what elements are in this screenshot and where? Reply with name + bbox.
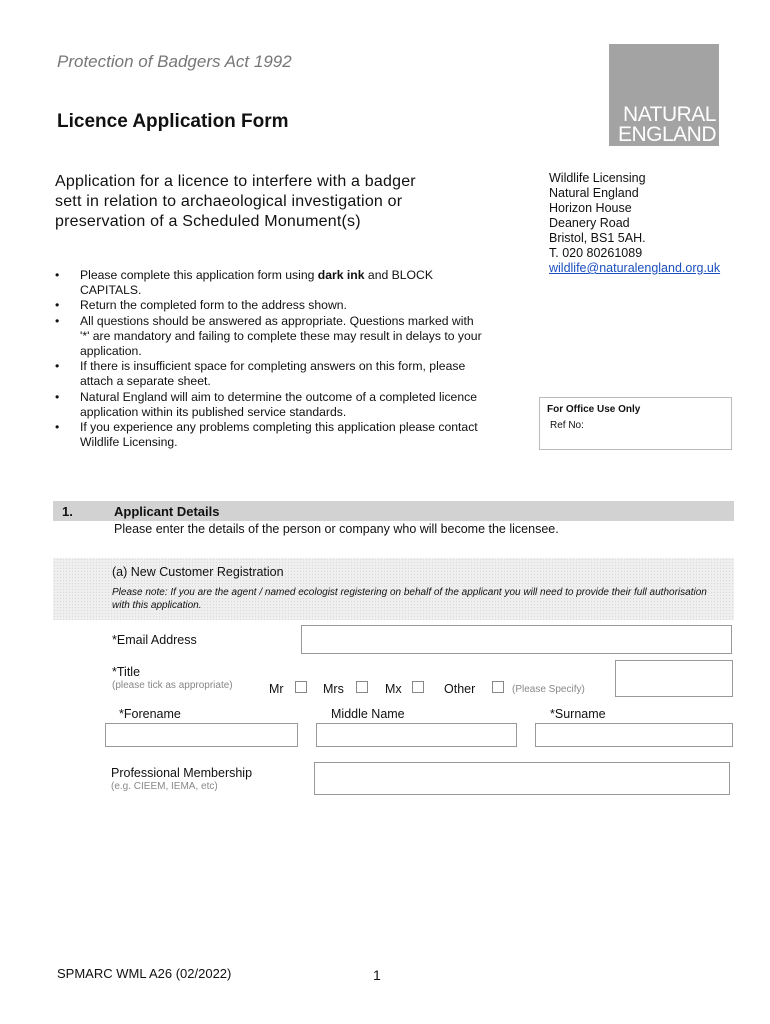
title-mrs-checkbox[interactable] bbox=[356, 681, 368, 693]
title-option-mrs-label: Mrs bbox=[323, 682, 344, 696]
title-mr-checkbox[interactable] bbox=[295, 681, 307, 693]
subtitle-line: preservation of a Scheduled Monument(s) bbox=[55, 213, 361, 230]
title-specify-hint: (Please Specify) bbox=[512, 684, 585, 695]
instructions-list bbox=[55, 268, 485, 450]
office-use-box bbox=[539, 397, 732, 450]
title-other-checkbox[interactable] bbox=[492, 681, 504, 693]
instruction-item: • All questions should be answered as appropriate. Questions marked with '*' are mandatory and failing to complete these may result in delays to your application. bbox=[55, 314, 485, 360]
title-option-other-label: Other bbox=[444, 682, 476, 696]
section-title: Applicant Details bbox=[114, 504, 220, 519]
address-line: Bristol, BS1 5AH. bbox=[549, 231, 646, 245]
instruction-item: • If there is insufficient space for completing answers on this form, please attach a separate sheet. bbox=[55, 359, 485, 389]
logo-line-2: ENGLAND bbox=[617, 123, 716, 146]
forename-label: *Forename bbox=[119, 707, 181, 721]
logo-line-1: NATURAL bbox=[623, 103, 716, 126]
natural-england-logo bbox=[609, 44, 719, 146]
subtitle-line: Application for a licence to interfere with a badger bbox=[55, 173, 416, 190]
registration-title: (a) New Customer Registration bbox=[112, 565, 284, 579]
middle-name-label: Middle Name bbox=[331, 707, 405, 721]
address-line: Natural England bbox=[549, 186, 639, 200]
instruction-item bbox=[55, 268, 485, 298]
office-use-heading: For Office Use Only bbox=[547, 404, 641, 415]
middle-name-input[interactable] bbox=[316, 723, 517, 747]
ref-no-label: Ref No: bbox=[550, 420, 584, 431]
address-line: Wildlife Licensing bbox=[549, 171, 646, 185]
surname-input[interactable] bbox=[535, 723, 733, 747]
instruction-item: • Natural England will aim to determine the outcome of a completed licence application within its published service standards. bbox=[55, 390, 485, 420]
section-number: 1. bbox=[62, 504, 73, 519]
form-title: Licence Application Form bbox=[57, 111, 289, 132]
registration-note: Please note: If you are the agent / named ecologist registering on behalf of the applicant you will need to provide their full authorisation with this application. bbox=[112, 587, 707, 611]
title-hint: (please tick as appropriate) bbox=[112, 680, 233, 691]
title-other-input[interactable] bbox=[615, 660, 733, 697]
instruction-text: Please complete this application form using bbox=[80, 268, 318, 282]
instruction-item: • Return the completed form to the address shown. bbox=[55, 298, 485, 313]
subtitle-line: sett in relation to archaeological investigation or bbox=[55, 193, 403, 210]
email-label: *Email Address bbox=[112, 633, 197, 647]
form-code: SPMARC WML A26 (02/2022) bbox=[57, 966, 232, 981]
address-line: Horizon House bbox=[549, 201, 632, 215]
form-subtitle bbox=[55, 172, 485, 232]
instruction-text: and BLOCK CAPITALS. bbox=[80, 268, 433, 298]
instruction-emphasis: dark ink bbox=[317, 268, 365, 282]
email-input[interactable] bbox=[301, 625, 732, 654]
section-description: Please enter the details of the person or company who will become the licensee. bbox=[114, 522, 559, 536]
email-link[interactable]: wildlife@naturalengland.org.uk bbox=[549, 261, 721, 275]
address-block bbox=[549, 171, 720, 276]
title-option-mr-label: Mr bbox=[269, 682, 284, 696]
forename-input[interactable] bbox=[105, 723, 298, 747]
membership-input[interactable] bbox=[314, 762, 730, 795]
act-title: Protection of Badgers Act 1992 bbox=[57, 52, 292, 71]
membership-label: Professional Membership bbox=[111, 766, 253, 780]
title-mx-checkbox[interactable] bbox=[412, 681, 424, 693]
address-line: T. 020 80261089 bbox=[549, 246, 643, 260]
address-line: Deanery Road bbox=[549, 216, 630, 230]
page-number: 1 bbox=[373, 967, 381, 983]
membership-hint: (e.g. CIEEM, IEMA, etc) bbox=[111, 781, 218, 792]
instruction-item: • If you experience any problems completing this application please contact Wildlife Licensing. bbox=[55, 420, 485, 450]
title-label: *Title bbox=[112, 665, 141, 679]
surname-label: *Surname bbox=[550, 707, 606, 721]
title-option-mx-label: Mx bbox=[385, 682, 402, 696]
